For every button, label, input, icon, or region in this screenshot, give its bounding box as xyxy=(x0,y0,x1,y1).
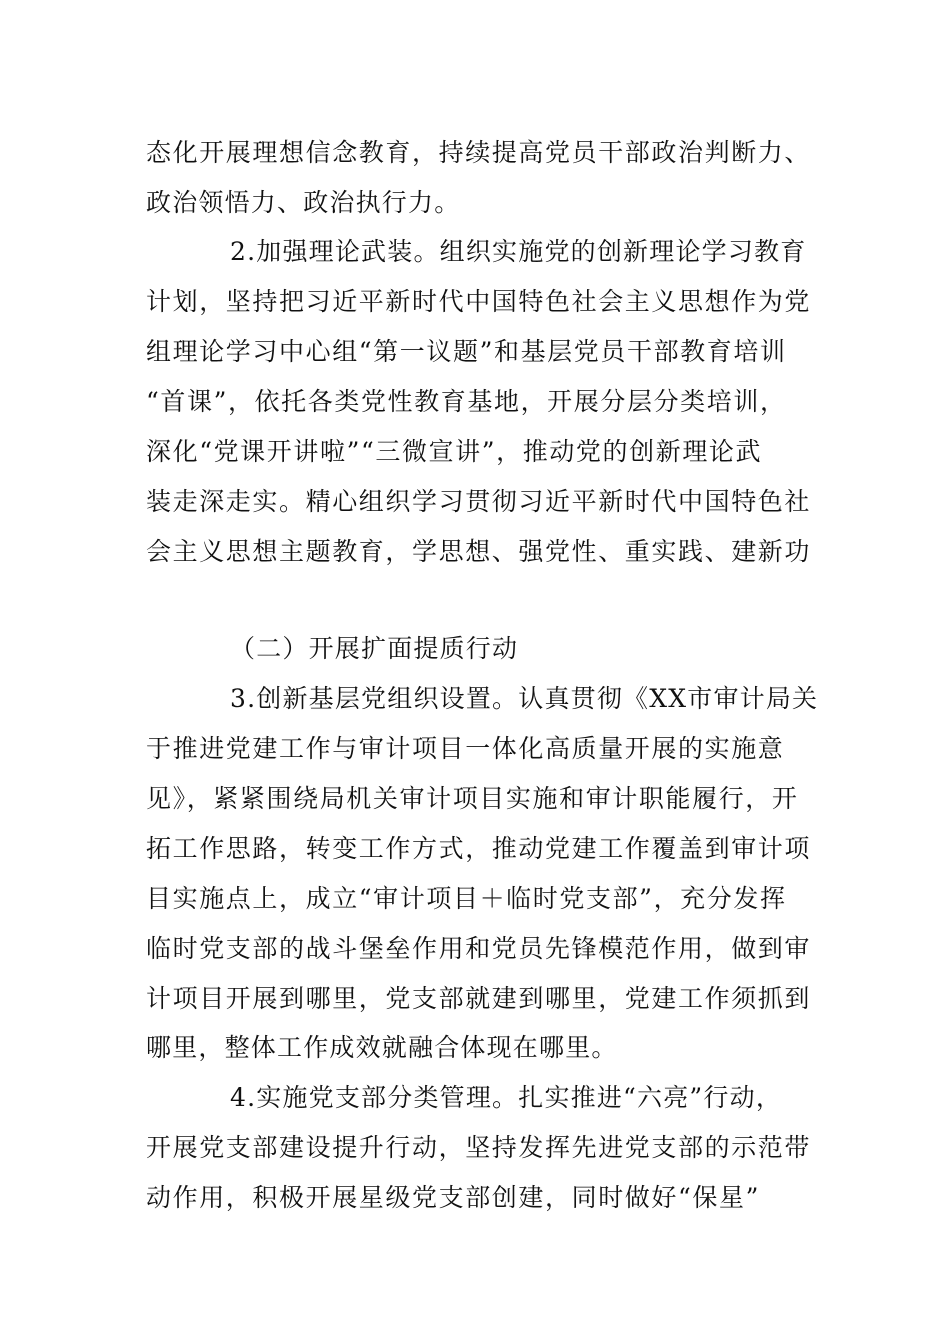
text-line: 目实施点上，成立“审计项目＋临时党支部”，充分发挥 xyxy=(146,884,787,913)
text-line: 会主义思想主题教育，学思想、强党性、重实践、建新功 xyxy=(146,537,812,566)
text-line: 计项目开展到哪里，党支部就建到哪里，党建工作须抓到 xyxy=(146,984,812,1013)
text-line: 开展党支部建设提升行动，坚持发挥先进党支部的示范带 xyxy=(146,1133,812,1162)
text-line: 拓工作思路，转变工作方式，推动党建工作覆盖到审计项 xyxy=(146,834,812,863)
paragraph-start-line: 3.创新基层党组织设置。认真贯彻《XX市审计局关 xyxy=(230,684,819,713)
text-line: 政治领悟力、政治执行力。 xyxy=(146,188,461,217)
text-line: 计划，坚持把习近平新时代中国特色社会主义思想作为党 xyxy=(146,287,812,316)
text-line: 动作用，积极开展星级党支部创建，同时做好“保星” xyxy=(146,1183,760,1212)
text-line: 哪里，整体工作成效就融合体现在哪里。 xyxy=(146,1033,618,1062)
text-line: 装走深走实。精心组织学习贯彻习近平新时代中国特色社 xyxy=(146,487,812,516)
text-line: 深化“党课开讲啦”“三微宣讲”，推动党的创新理论武 xyxy=(146,437,763,466)
paragraph-start-line: 4.实施党支部分类管理。扎实推进“六亮”行动， xyxy=(230,1083,783,1112)
section-heading: （二）开展扩面提质行动 xyxy=(230,634,519,663)
text-line: 态化开展理想信念教育，持续提高党员干部政治判断力、 xyxy=(146,138,812,167)
text-line: 组理论学习中心组“第一议题”和基层党员干部教育培训 xyxy=(146,337,787,366)
text-line: 临时党支部的战斗堡垒作用和党员先锋模范作用，做到审 xyxy=(146,934,812,963)
text-line: 见》，紧紧围绕局机关审计项目实施和审计职能履行，开 xyxy=(146,784,799,813)
text-line: 于推进党建工作与审计项目一体化高质量开展的实施意 xyxy=(146,734,785,763)
paragraph-start-line: 2.加强理论武装。组织实施党的创新理论学习教育 xyxy=(230,237,807,266)
text-line: “首课”，依托各类党性教育基地，开展分层分类培训， xyxy=(146,387,787,416)
